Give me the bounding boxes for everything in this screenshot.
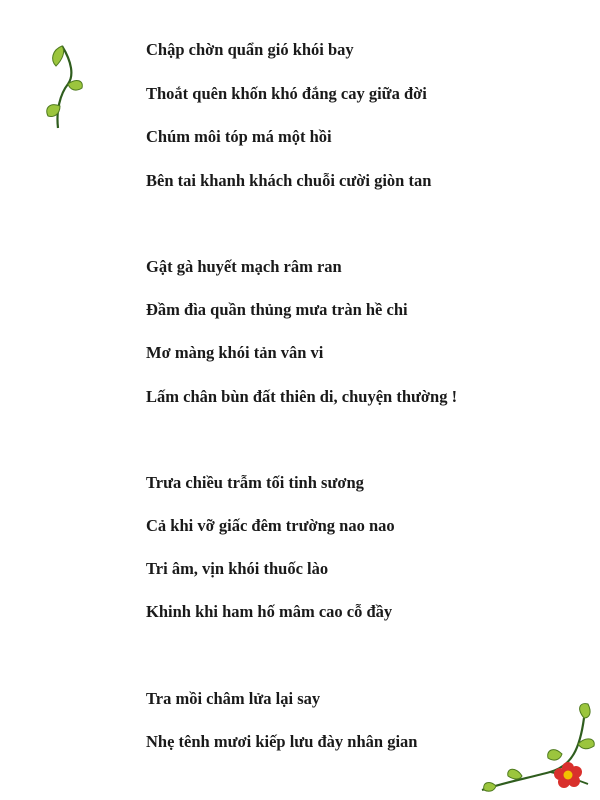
flower-vine-icon [476,700,600,800]
poem-line: Tri âm, vịn khói thuốc lào [146,559,329,578]
poem-line: Lấm chân bùn đất thiên di, chuyện thường ! [146,387,458,406]
poem-line: Gật gà huyết mạch râm ran [146,257,342,276]
poem-line: Chập chờn quẩn gió khói bay [146,40,354,59]
flower-icon [554,762,582,788]
poem-line: Nhẹ tênh mươi kiếp lưu đày nhân gian [146,732,418,751]
poem-line: Thoắt quên khốn khó đắng cay giữa đời [146,84,427,103]
leaf-vine-icon [38,36,88,131]
poem-line: Tra mồi châm lửa lại say [146,689,321,708]
poem-line: Mơ màng khói tản vân vi [146,343,324,362]
poem-line: Chúm môi tóp má một hồi [146,127,332,146]
poem-line: Khinh khi ham hố mâm cao cỗ đầy [146,602,393,621]
poem-line: Cả khi vỡ giấc đêm trường nao nao [146,516,395,535]
poem-line: Đầm đìa quần thủng mưa tràn hề chi [146,300,408,319]
poem-line: Trưa chiều trẫm tối tinh sương [146,473,364,492]
poem-line: Bên tai khanh khách chuỗi cười giòn tan [146,171,432,190]
